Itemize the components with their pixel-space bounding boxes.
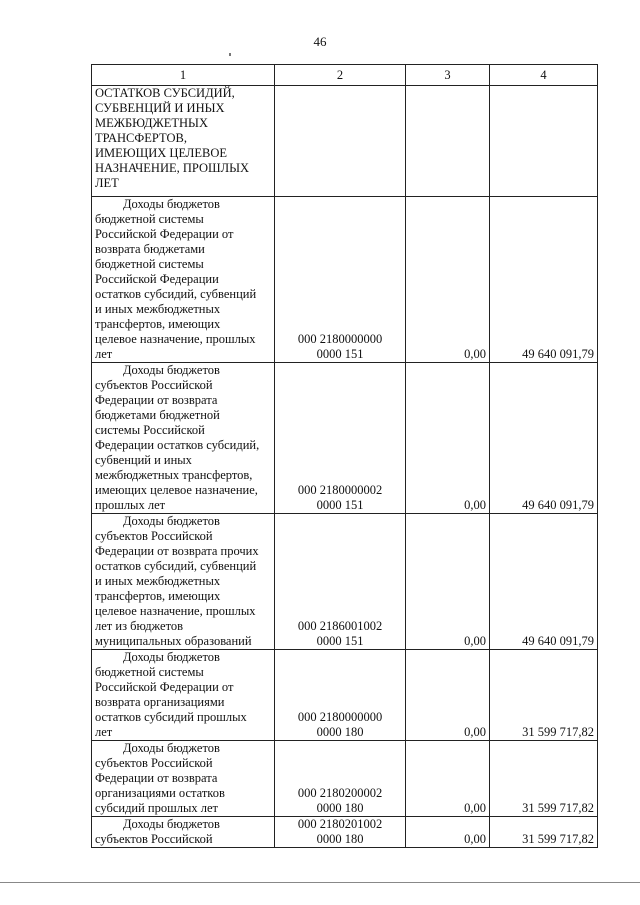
row-col4-value: 49 640 091,79 [490, 363, 598, 514]
row-name [92, 741, 275, 817]
row-name [92, 197, 275, 363]
row-code: 000 2180200002 0000 180 [275, 741, 406, 817]
row-name [92, 363, 275, 514]
row-name [92, 817, 275, 848]
row-col3-value: 0,00 [406, 197, 490, 363]
row-col4-value: 49 640 091,79 [490, 197, 598, 363]
table-row [92, 741, 598, 817]
row-name-text: Доходы бюджетов субъектов Российской [95, 817, 220, 846]
row-name-text: Доходы бюджетов субъектов Российской Федерации от возврата прочих остатков субсидий, субвенций и иных межбюджетных трансфертов, имеющих целевое назначение, прошлых лет из бюджетов муниципальных образований [95, 514, 259, 648]
table-row [92, 514, 598, 650]
row-code: 000 2180201002 0000 180 [275, 817, 406, 848]
row-name [92, 650, 275, 741]
row-col4-value [490, 86, 598, 197]
table-header-row [92, 65, 598, 86]
row-name-text: Доходы бюджетов субъектов Российской Федерации от возврата организациями остатков субсидий прошлых лет [95, 741, 225, 815]
row-col4-value: 31 599 717,82 [490, 817, 598, 848]
row-col4-value: 49 640 091,79 [490, 514, 598, 650]
row-col3-value: 0,00 [406, 363, 490, 514]
row-name [92, 86, 275, 197]
row-col3-value: 0,00 [406, 741, 490, 817]
row-code: 000 2180000000 0000 180 [275, 650, 406, 741]
table-row [92, 197, 598, 363]
column-header-3: 3 [406, 65, 490, 86]
row-col3-value: 0,00 [406, 650, 490, 741]
row-name-text: Доходы бюджетов бюджетной системы Российской Федерации от возврата организациями остатков субсидий прошлых лет [95, 650, 247, 739]
row-code [275, 86, 406, 197]
table-row [92, 86, 598, 197]
row-name-text: Доходы бюджетов бюджетной системы Российской Федерации от возврата бюджетами бюджетной системы Российской Федерации остатков субсидий, субвенций и иных межбюджетных трансфертов, имеющих целевое назначение, прошлых лет [95, 197, 257, 361]
row-code: 000 2186001002 0000 151 [275, 514, 406, 650]
row-col3-value: 0,00 [406, 817, 490, 848]
scan-artifact [229, 53, 231, 56]
row-name-text: Доходы бюджетов субъектов Российской Федерации от возврата бюджетами бюджетной системы Российской Федерации остатков субсидий, субвенций и иных межбюджетных трансфертов, имеющих целевое назначение, прошлых лет [95, 363, 260, 512]
page-bottom-edge [0, 882, 640, 883]
row-col4-value: 31 599 717,82 [490, 741, 598, 817]
row-code: 000 2180000002 0000 151 [275, 363, 406, 514]
row-col3-value: 0,00 [406, 514, 490, 650]
page-number: 46 [313, 34, 327, 49]
row-name [92, 514, 275, 650]
row-code: 000 2180000000 0000 151 [275, 197, 406, 363]
column-header-2: 2 [275, 65, 406, 86]
column-header-1: 1 [92, 65, 275, 86]
column-header-4: 4 [490, 65, 598, 86]
row-col4-value: 31 599 717,82 [490, 650, 598, 741]
row-col3-value [406, 86, 490, 197]
table-row [92, 650, 598, 741]
table-row [92, 363, 598, 514]
budget-table [91, 64, 598, 848]
table-row [92, 817, 598, 848]
row-name-text: ОСТАТКОВ СУБСИДИЙ, СУБВЕНЦИЙ И ИНЫХ МЕЖБЮДЖЕТНЫХ ТРАНСФЕРТОВ, ИМЕЮЩИХ ЦЕЛЕВОЕ НАЗНАЧЕНИЕ, ПРОШЛЫХ ЛЕТ [95, 86, 250, 190]
